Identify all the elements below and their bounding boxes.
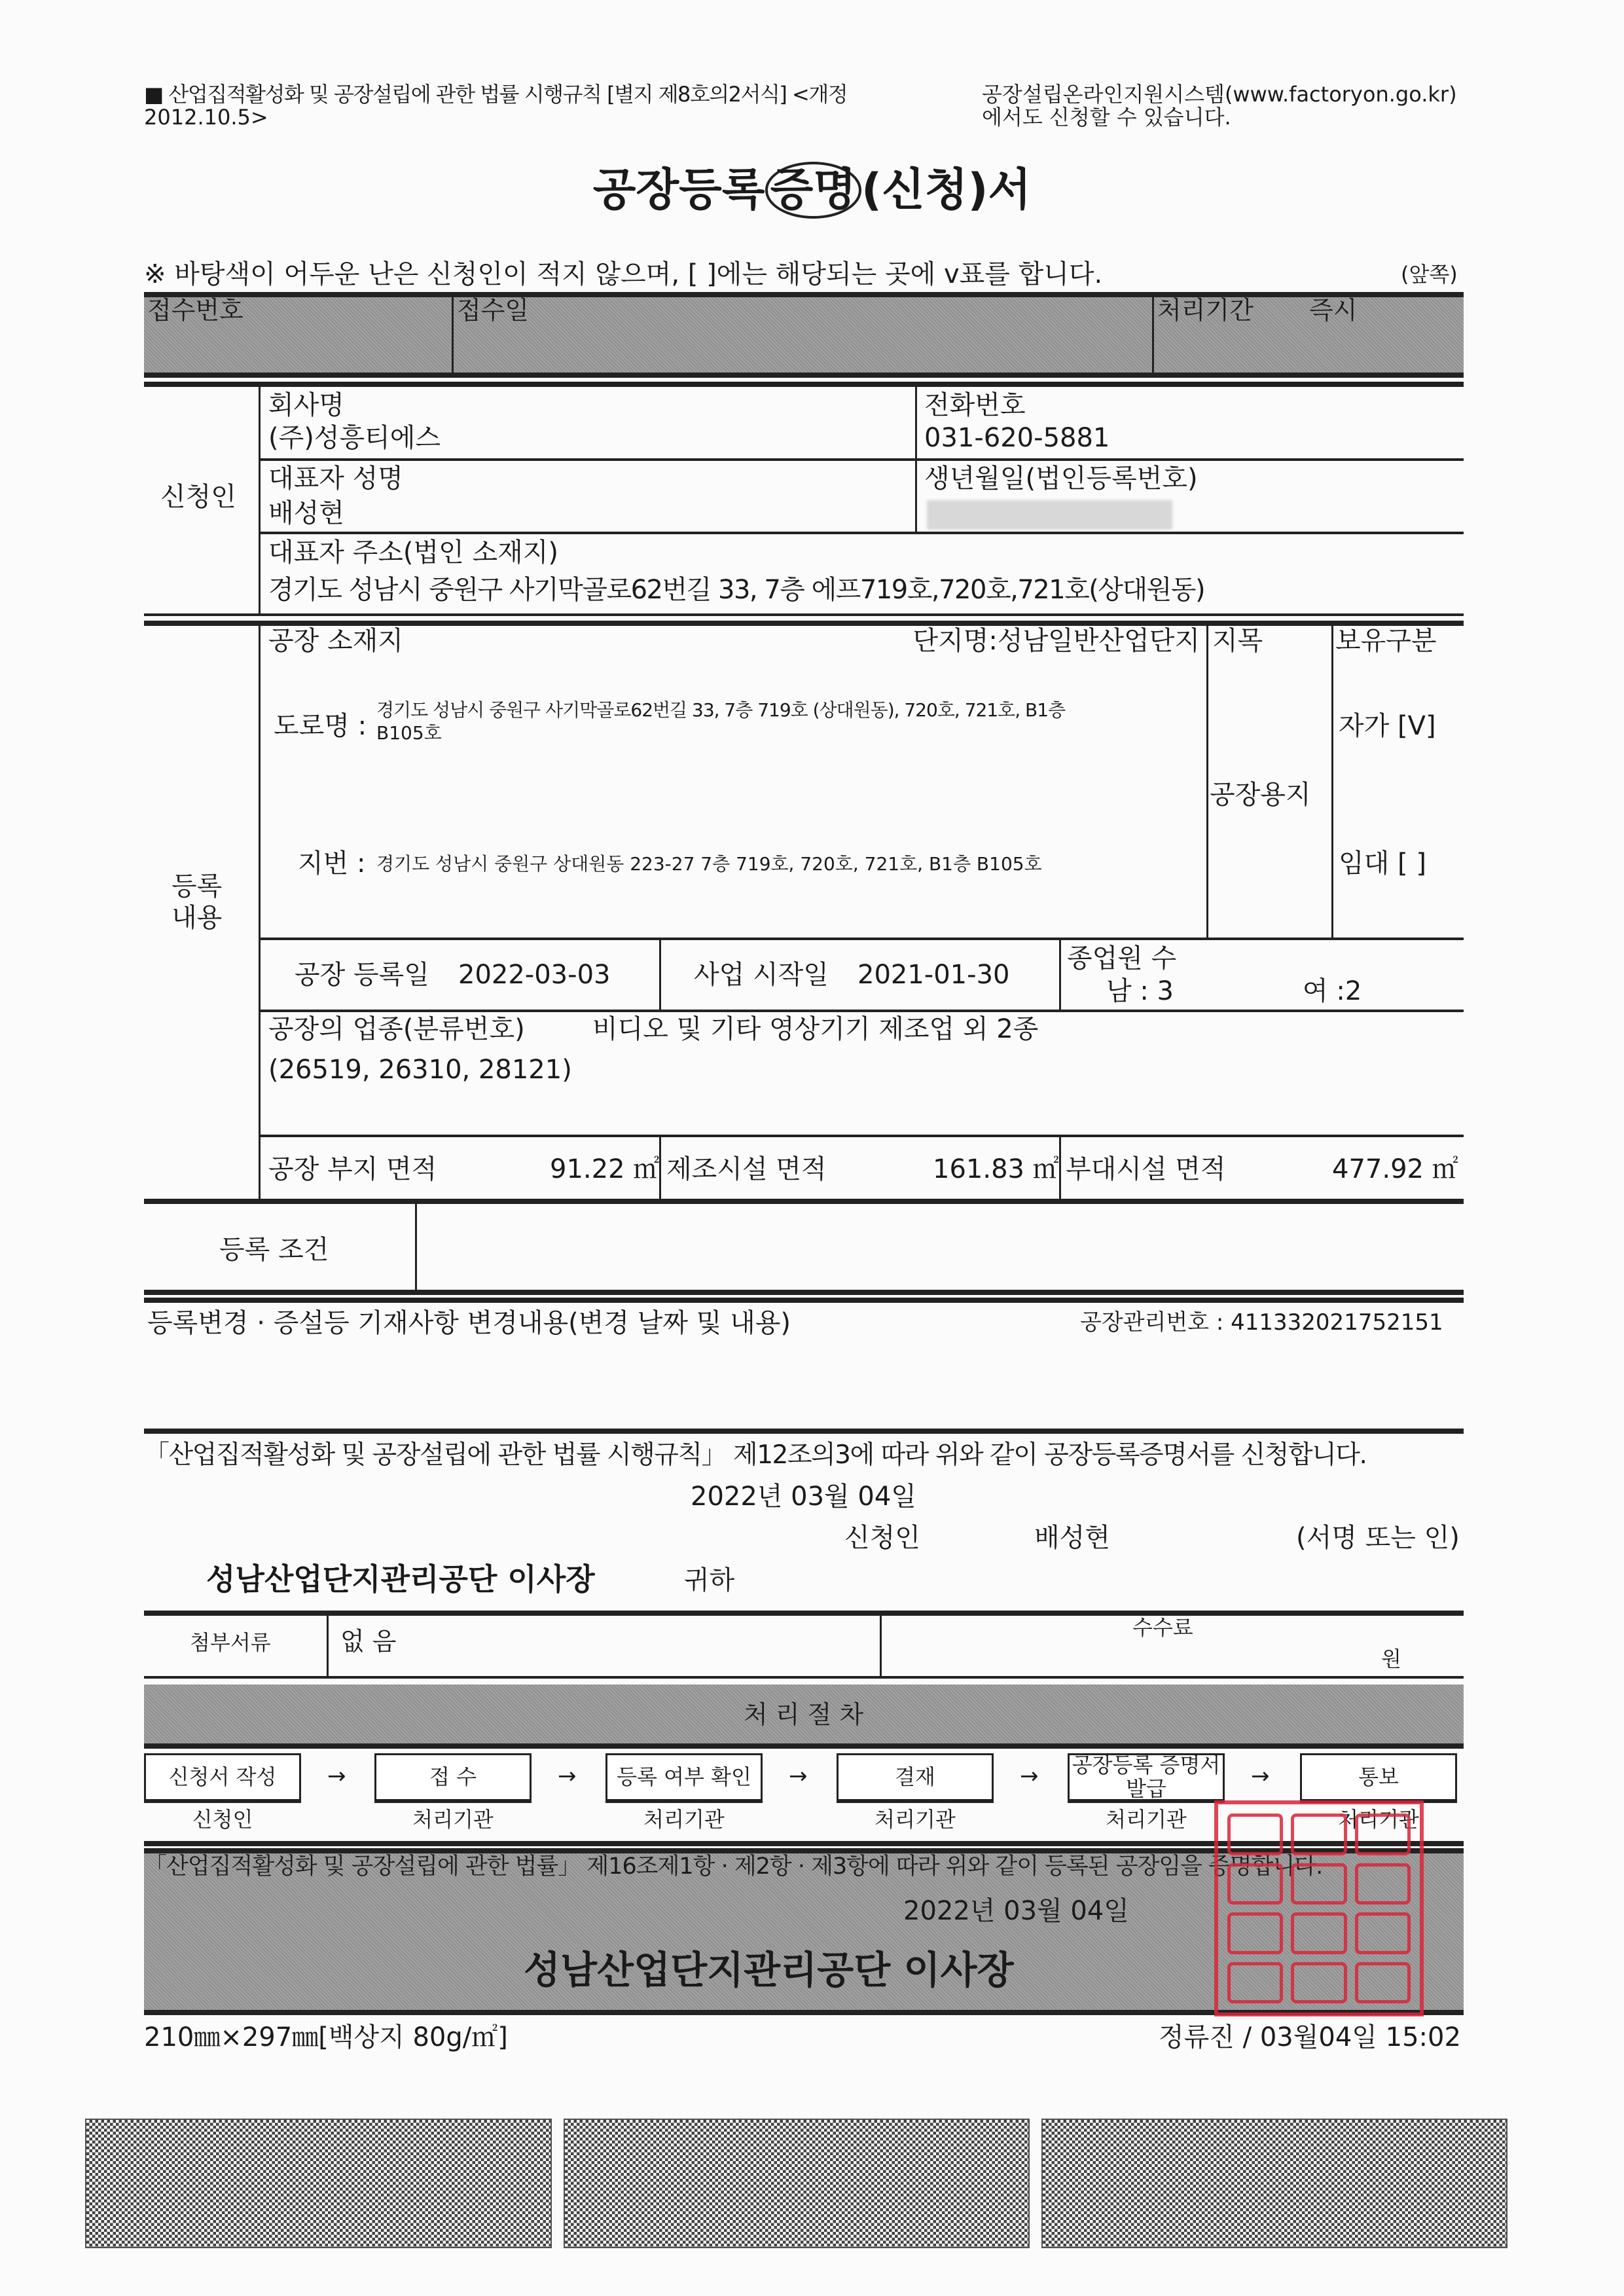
address-value: 경기도 성남시 중원구 사기막골로62번길 33, 7층 에프719호,720호,721호(상대원동) bbox=[268, 575, 1205, 605]
road-address-2: B105호 bbox=[376, 722, 442, 744]
procedure-step: 등록 여부 확인 bbox=[605, 1753, 763, 1803]
receipt-number-label: 접수번호 bbox=[147, 296, 244, 325]
procedure-step: 접 수 bbox=[374, 1753, 532, 1803]
page-side: (앞쪽) bbox=[1401, 262, 1458, 287]
application-statement: 「산업집적활성화 및 공장설립에 관한 법률 시행규칙」 제12조의3에 따라 위와 같이 공장등록증명서를 신청합니다. bbox=[144, 1440, 1367, 1470]
redacted-birthdate bbox=[927, 500, 1172, 530]
title-circled: 증명 bbox=[765, 162, 861, 219]
jimok-value: 공장용지 bbox=[1210, 780, 1311, 810]
reg-date: 2022-03-03 bbox=[458, 960, 611, 990]
employees-label: 종업원 수 bbox=[1067, 943, 1177, 974]
rep-value: 배성현 bbox=[268, 498, 344, 528]
registration-section-label: 등록 내용 bbox=[171, 871, 223, 933]
ownership-own[interactable]: 자가 [V] bbox=[1339, 711, 1436, 741]
issue-info: 정류진 / 03월04일 15:02 bbox=[1159, 2022, 1461, 2052]
procedure-step-actor: 처리기관 bbox=[412, 1807, 494, 1832]
address-label: 대표자 주소(법인 소재지) bbox=[268, 538, 559, 568]
form-reference: ■ 산업집적활성화 및 공장설립에 관한 법률 시행규칙 [별지 제8호의2서식] <개정 bbox=[144, 82, 848, 107]
arrow-right-icon: → bbox=[558, 1763, 577, 1789]
arrow-right-icon: → bbox=[1020, 1763, 1039, 1789]
procedure-step: 통보 bbox=[1300, 1753, 1457, 1803]
online-note: 공장설립온라인지원시스템(www.factoryon.go.kr) bbox=[982, 82, 1457, 107]
instruction-note: ※ 바탕색이 어두운 난은 신청인이 적지 않으며, [ ]에는 해당되는 곳에 v표를 합니다. bbox=[144, 259, 1103, 289]
form-reference-date: 2012.10.5> bbox=[144, 105, 268, 130]
arrow-right-icon: → bbox=[789, 1763, 808, 1789]
ownership-label: 보유구분 bbox=[1335, 626, 1437, 656]
procedure-step-actor: 처리기관 bbox=[1338, 1807, 1419, 1832]
site-area: 91.22 ㎡ bbox=[550, 1154, 660, 1184]
company-label: 회사명 bbox=[268, 390, 344, 420]
fee-unit: 원 bbox=[1381, 1647, 1401, 1671]
road-address: 경기도 성남시 중원구 사기막골로62번길 33, 7층 719호 (상대원동), 720호, 721호, B1층 bbox=[376, 699, 1066, 721]
recipient: 성남산업단지관리공단 이사장 bbox=[206, 1561, 595, 1597]
procedure-title: 처 리 절 차 bbox=[743, 1700, 864, 1729]
certificate-statement: 「산업집적활성화 및 공장설립에 관한 법률」 제16조제1항 · 제2항 · 제3항에 따라 위와 같이 등록된 공장임을 증명합니다. bbox=[144, 1853, 1323, 1880]
complex-name: 단지명:성남일반산업단지 bbox=[912, 626, 1200, 656]
title-pre: 공장등록 bbox=[592, 164, 765, 216]
applicant-name: 배성현 bbox=[1034, 1523, 1110, 1553]
employees-female: 여 :2 bbox=[1303, 976, 1362, 1006]
applicant-section-label: 신청인 bbox=[160, 482, 236, 512]
start-date: 2021-01-30 bbox=[857, 960, 1010, 990]
paper-spec: 210㎜×297㎜[백상지 80g/㎡] bbox=[144, 2022, 508, 2052]
certificate-date: 2022년 03월 04일 bbox=[903, 1896, 1129, 1926]
online-note-2: 에서도 신청할 수 있습니다. bbox=[982, 105, 1231, 130]
security-barcode-2 bbox=[564, 2119, 1030, 2248]
applicant-label: 신청인 bbox=[844, 1523, 920, 1553]
procedure-step: 신청서 작성 bbox=[144, 1753, 301, 1803]
arrow-right-icon: → bbox=[327, 1763, 346, 1789]
location-label: 공장 소재지 bbox=[268, 626, 403, 656]
industry-label: 공장의 업종(분류번호) bbox=[268, 1014, 525, 1044]
conditions-label: 등록 조건 bbox=[219, 1235, 329, 1265]
ownership-lease[interactable]: 임대 [ ] bbox=[1339, 848, 1426, 879]
rep-label: 대표자 성명 bbox=[268, 464, 403, 494]
reg-date-label: 공장 등록일 bbox=[295, 960, 429, 990]
site-area-label: 공장 부지 면적 bbox=[268, 1154, 437, 1184]
procedure-step-actor: 신청인 bbox=[192, 1807, 253, 1832]
industry-value: 비디오 및 기타 영상기기 제조업 외 2종 bbox=[592, 1014, 1039, 1044]
arrow-right-icon: → bbox=[1251, 1763, 1270, 1789]
security-barcode-1 bbox=[85, 2119, 552, 2248]
company-value: (주)성흥티에스 bbox=[268, 423, 441, 453]
start-date-label: 사업 시작일 bbox=[694, 960, 829, 990]
aux-area-label: 부대시설 면적 bbox=[1066, 1154, 1226, 1184]
attachments-value: 없 음 bbox=[340, 1627, 397, 1656]
security-barcode-3 bbox=[1041, 2119, 1507, 2248]
page-title bbox=[0, 164, 1624, 217]
lot-label: 지번 : bbox=[298, 848, 366, 879]
application-date: 2022년 03월 04일 bbox=[691, 1482, 916, 1512]
birth-label: 생년월일(법인등록번호) bbox=[924, 464, 1198, 494]
procedure-step-actor: 처리기관 bbox=[643, 1807, 725, 1832]
procedure-step: 공장등록 증명서발급 bbox=[1068, 1753, 1225, 1803]
period-value: 즉시 bbox=[1309, 296, 1358, 325]
lot-address: 경기도 성남시 중원구 상대원동 223-27 7층 719호, 720호, 721호, B1층 B105호 bbox=[376, 853, 1042, 875]
procedure-step-actor: 처리기관 bbox=[875, 1807, 956, 1832]
mfg-area-label: 제조시설 면적 bbox=[666, 1154, 827, 1184]
title-post: (신청)서 bbox=[861, 164, 1032, 216]
receipt-date-label: 접수일 bbox=[457, 296, 530, 325]
signature-label: (서명 또는 인) bbox=[1296, 1523, 1460, 1553]
jimok-label: 지목 bbox=[1212, 626, 1263, 656]
phone-label: 전화번호 bbox=[924, 390, 1026, 420]
employees-male: 남 : 3 bbox=[1106, 976, 1174, 1006]
aux-area: 477.92 ㎡ bbox=[1332, 1154, 1458, 1184]
management-number: 공장관리번호 : 411332021752151 bbox=[1080, 1309, 1443, 1336]
attachments-label: 첨부서류 bbox=[190, 1630, 271, 1655]
recipient-suffix: 귀하 bbox=[684, 1565, 735, 1595]
procedure-step: 결재 bbox=[837, 1753, 994, 1803]
industry-codes: (26519, 26310, 28121) bbox=[268, 1055, 572, 1085]
phone-value: 031-620-5881 bbox=[924, 423, 1110, 453]
certificate-issuer: 성남산업단지관리공단 이사장 bbox=[524, 1948, 1014, 1992]
mfg-area: 161.83 ㎡ bbox=[933, 1154, 1059, 1184]
receipt-area bbox=[144, 295, 1464, 375]
period-label: 처리기간 bbox=[1157, 296, 1254, 325]
fee-label: 수수료 bbox=[1132, 1615, 1193, 1640]
procedure-step-actor: 처리기관 bbox=[1106, 1807, 1187, 1832]
road-label: 도로명 : bbox=[274, 711, 367, 741]
changes-label: 등록변경 · 증설등 기재사항 변경내용(변경 날짜 및 내용) bbox=[147, 1308, 791, 1338]
